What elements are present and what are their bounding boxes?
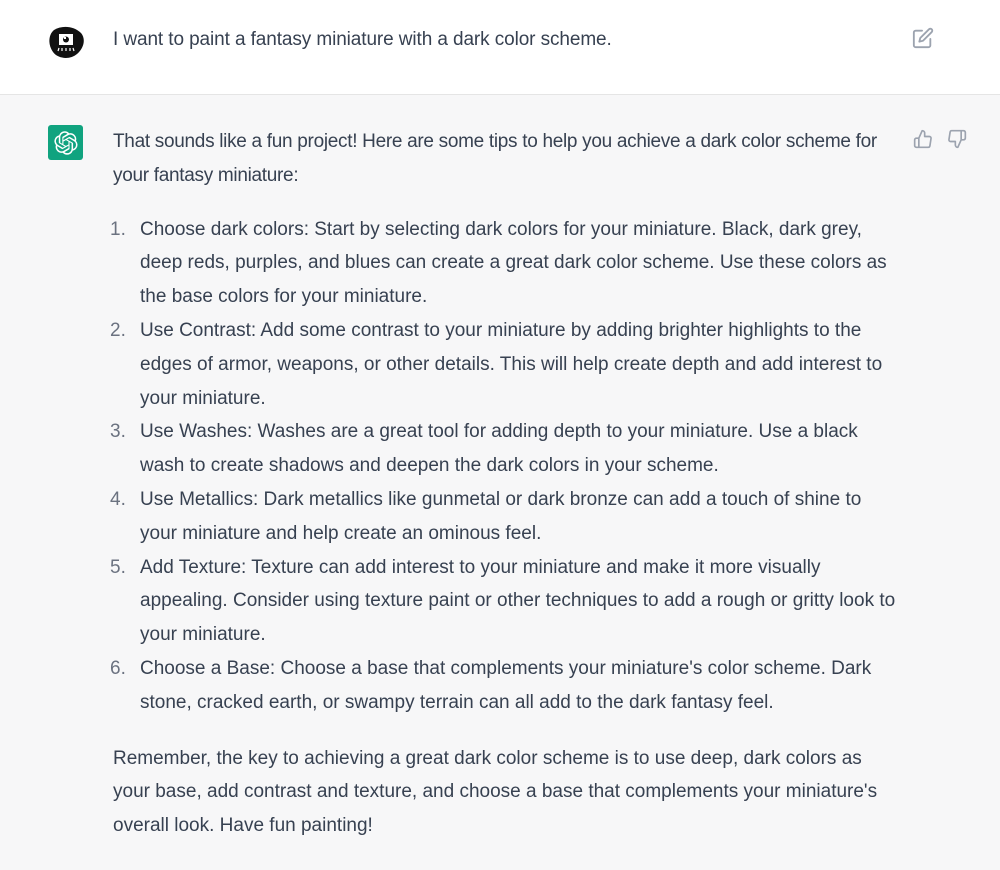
list-item-number: 2. [110,319,126,341]
thumbs-up-icon [913,129,933,149]
assistant-message-content [110,125,903,843]
list-item-text: Choose dark colors: Start by selecting dark colors for your miniature. Black, dark grey, deep reds, purples, and blues can create a great dark color scheme. Use these colors as the base colors for your miniature. [140,218,887,308]
thumbs-down-icon [947,129,967,149]
list-item [110,652,903,720]
list-item [110,483,903,551]
list-item-number: 4. [110,488,126,510]
openai-logo-icon [54,131,78,155]
intro-paragraph: That sounds like a fun project! Here are some tips to help you achieve a dark color scheme for your fantasy miniature: [113,131,877,186]
tips-list [110,213,903,720]
list-item [110,314,903,415]
list-item-number: 6. [110,657,126,679]
edit-icon [912,27,934,49]
user-message-text: I want to paint a fantasy miniature with a dark color scheme. [113,29,612,50]
list-item-text: Use Washes: Washes are a great tool for adding depth to your miniature. Use a black wash to create shadows and deepen the dark colors in your scheme. [140,421,858,477]
user-message [0,0,1000,95]
list-item-number: 1. [110,218,126,240]
edit-message-button[interactable] [912,27,934,49]
list-item [110,415,903,483]
list-item-number: 5. [110,556,126,578]
list-item-text: Use Metallics: Dark metallics like gunmetal or dark bronze can add a touch of shine to your miniature and help create an ominous feel. [140,488,862,544]
user-avatar-icon [48,24,86,60]
assistant-avatar [48,125,83,160]
list-item [110,213,903,314]
feedback-buttons [913,129,967,149]
list-item-text: Choose a Base: Choose a base that complements your miniature's color scheme. Dark stone, cracked earth, or swampy terrain can all add to the dark fantasy feel. [140,657,872,713]
list-item-text: Use Contrast: Add some contrast to your miniature by adding brighter highlights to the edges of armor, weapons, or other details. This will help create depth and add interest to your miniature. [140,319,883,409]
assistant-message [0,95,1000,870]
thumbs-up-button[interactable] [913,129,933,149]
list-item-text: Add Texture: Texture can add interest to your miniature and make it more visually appealing. Consider using texture paint or other techniques to add a rough or gritty look to your miniature. [140,556,896,646]
outro-paragraph: Remember, the key to achieving a great dark color scheme is to use deep, dark colors as your base, add contrast and texture, and choose a base that complements your miniature's overall look. Have fun painting! [113,747,878,837]
thumbs-down-button[interactable] [947,129,967,149]
list-item [110,551,903,652]
list-item-number: 3. [110,421,126,443]
